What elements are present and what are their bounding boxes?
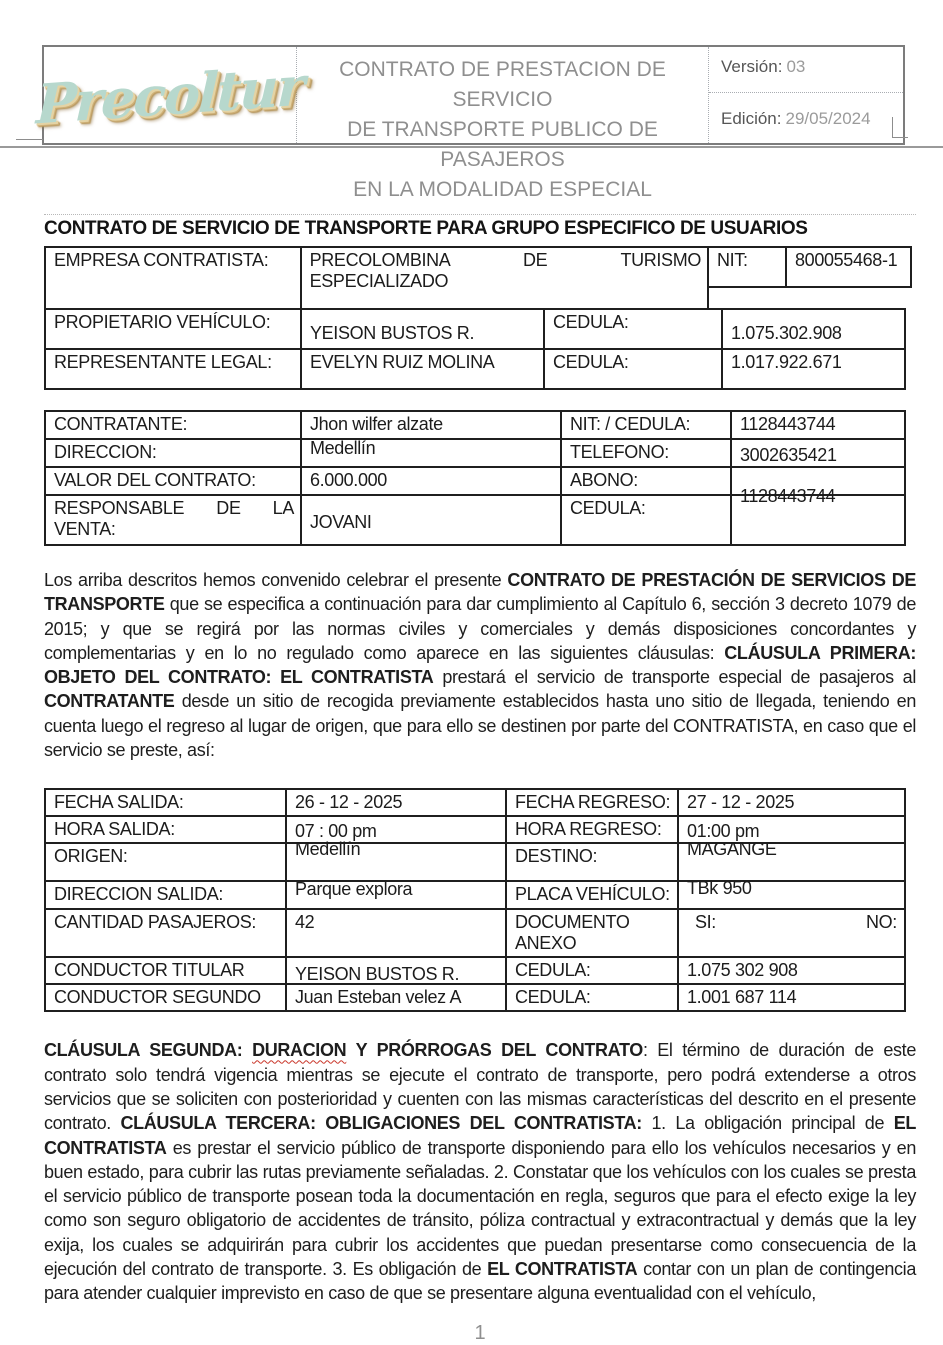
cell-label: TELEFONO: [560,438,732,468]
cell-label: PROPIETARIO VEHÍCULO: [44,308,302,350]
page-number: 1 [474,1321,486,1344]
cell-label: CEDULA: [543,348,723,390]
cell-label: EMPRESA CONTRATISTA: [44,246,302,310]
cell-value: 800055468-1 [785,246,912,288]
nit-minirow [707,246,912,288]
cell-value: 1128443744 [730,410,906,440]
cell-label: HORA SALIDA: [44,815,287,844]
table-row [44,983,912,1012]
nit-subcolumn [707,246,912,310]
table-handle-tick [16,139,43,140]
cell-label: FECHA REGRESO: [505,788,679,817]
cell-value: 07 : 00 pm [285,815,507,844]
cell-label: PLACA VEHÍCULO: [505,880,679,910]
contratante-table [44,410,912,546]
cell-value: 26 - 12 - 2025 [285,788,507,817]
cell-label: DIRECCION: [44,438,302,468]
table-row [44,908,912,958]
cell-value: TBk 950 [677,880,906,910]
cell-value: 3002635421 [730,438,906,468]
table-row [44,348,912,390]
table-row [44,410,912,440]
header-title [297,47,708,201]
table-row [44,956,912,985]
cell-value: 1.075 302 908 [677,956,906,985]
edition-value: 29/05/2024 [785,108,871,128]
table-row [44,246,912,310]
cell-label: FECHA SALIDA: [44,788,287,817]
cell-label: CONTRATANTE: [44,410,302,440]
version-value: 03 [786,57,806,76]
cell-value: MAGANGE [677,842,906,882]
cell-label: VALOR DEL CONTRATO: [44,466,302,496]
cell-label: DESTINO: [505,842,679,882]
cell-label: REPRESENTANTE LEGAL: [44,348,302,390]
cell-label: ABONO: [560,466,732,496]
cell-label: CONDUCTOR SEGUNDO [44,983,287,1012]
trip-table [44,788,912,1012]
intro-paragraph: Los arriba descritos hemos convenido celebrar el presente CONTRATO DE PRESTACIÓN DE SERVICIOS DE TRANSPORTE que se especifica a continuación para dar cumplimiento al Capítulo 6, sección 3 decreto 1079 de 2015; y que se regirá por las normas civiles y comerciales y demás disposiciones concordantes y complementarias y en lo no regulado como aparece en las siguientes cláusulas: CLÁUSULA PRIMERA: OBJETO DEL CONTRATO: EL CONTRATISTA prestará el servicio de transporte especial de pasajeros al CONTRATANTE desde un sitio de recogida previamente establecidos hasta uno sitio de llegada, teniendo en cuenta luego el regreso al lugar de origen, que para ello se destinen por parte del CONTRATISTA, en caso que el servicio se preste, así: [44,570,917,761]
cell-label: ORIGEN: [44,842,287,882]
table-row [44,486,912,546]
cell-value: EVELYN RUIZ MOLINA [300,348,545,390]
no-label: NO: [865,912,897,933]
cell-label: CONDUCTOR TITULAR [44,956,287,985]
cell-label: CEDULA: [505,983,679,1012]
header-underline [0,146,943,148]
cell-label: CEDULA: [560,494,732,546]
cell-value: YEISON BUSTOS R. [285,956,507,985]
cell-value: JOVANI [300,494,562,546]
cell-value: 1.001 687 114 [677,983,906,1012]
cell-label: DIRECCION SALIDA: [44,880,287,910]
cell-value: PRECOLOMBINA DE TURISMO ESPECIALIZADO [300,246,709,310]
cell-value: Jhon wilfer alzate [300,410,562,440]
cell-label: NIT: [707,246,787,288]
version-row [709,47,903,93]
header-meta [708,47,903,143]
table-row [44,815,912,844]
cell-label: RESPONSABLE DE LA VENTA: [44,494,302,546]
cell-value: Parque explora [285,880,507,910]
cell-value: YEISON BUSTOS R. [300,308,545,350]
cell-value: 6.000.000 [300,466,562,496]
precoltur-logo: Precoltur [35,53,305,137]
cell-label: CEDULA: [505,956,679,985]
cell-label: CANTIDAD PASAJEROS: [44,908,287,958]
logo-cell [35,47,305,143]
empresa-table [44,246,912,390]
cell-value: 27 - 12 - 2025 [677,788,906,817]
cell-label: HORA REGRESO: [505,815,679,844]
cell-value: 42 [285,908,507,958]
cell-value: 1128443744 [730,494,906,546]
header-title-line-1: CONTRATO DE PRESTACION DE SERVICIO [339,58,666,111]
cell-value: 1.075.302.908 [721,308,906,350]
edition-row [709,93,903,144]
header-title-line-3: EN LA MODALIDAD ESPECIAL [353,178,652,201]
header-title-line-2: DE TRANSPORTE PUBLICO DE PASAJEROS [347,118,658,171]
document-header [35,45,905,201]
table-row [44,880,912,910]
cell-label: DOCUMENTO ANEXO [505,908,679,958]
cell-label: NIT: / CEDULA: [560,410,732,440]
cell-value [677,908,906,958]
si-label: SI: [695,912,716,933]
document-content [44,214,916,1345]
cell-label: CEDULA: [543,308,723,350]
cell-value: Medellín [300,438,562,468]
version-label: Versión: [721,57,783,76]
cell-value: 1.017.922.671 [721,348,906,390]
table-row [44,839,912,882]
table-row [44,788,912,817]
table-handle-bracket [892,117,908,138]
table-row [44,438,912,468]
table-row [44,308,912,350]
clauses-paragraph: CLÁUSULA SEGUNDA: DURACION Y PRÓRROGAS DEL CONTRATO: El término de duración de este contrato solo tendrá vigencia mientras se ejecute el contrato de transporte, pero podrá extenderse a otros servicios que se soliciten con posterioridad y cuenten con las mismas características del descrito en el presente contrato. CLÁUSULA TERCERA: OBLIGACIONES DEL CONTRATISTA: 1. La obligación principal de EL CONTRATISTA es prestar el servicio público de transporte disponiendo para ello los vehículos necesarios y en buen estado, para cubrir las rutas previamente señaladas. 2. Constatar que los vehículos con los cuales se presta el servicio público de transporte posean toda la documentación en regla, seguros que para el efecto exige la ley como son seguro obligatorio de accidentes de tránsito, póliza contractual y extracontractual y demás que la ley exija, los cuales se adquirirán para cubrir los accidentes que puedan presentarse como consecuencia de la ejecución del contrato de transporte. 3. Es obligación de EL CONTRATISTA contar con un plan de contingencia para atender cualquier imprevisto en caso de que se presentare alguna eventualidad con el vehículo, [44,1040,917,1304]
edition-label: Edición: [721,108,782,128]
cell-value: Medellín [285,842,507,882]
cell-value: Juan Esteban velez A [285,983,507,1012]
cell-value: 01:00 pm [677,815,906,844]
section-title: CONTRATO DE SERVICIO DE TRANSPORTE PARA GRUPO ESPECIFICO DE USUARIOS [44,214,916,240]
